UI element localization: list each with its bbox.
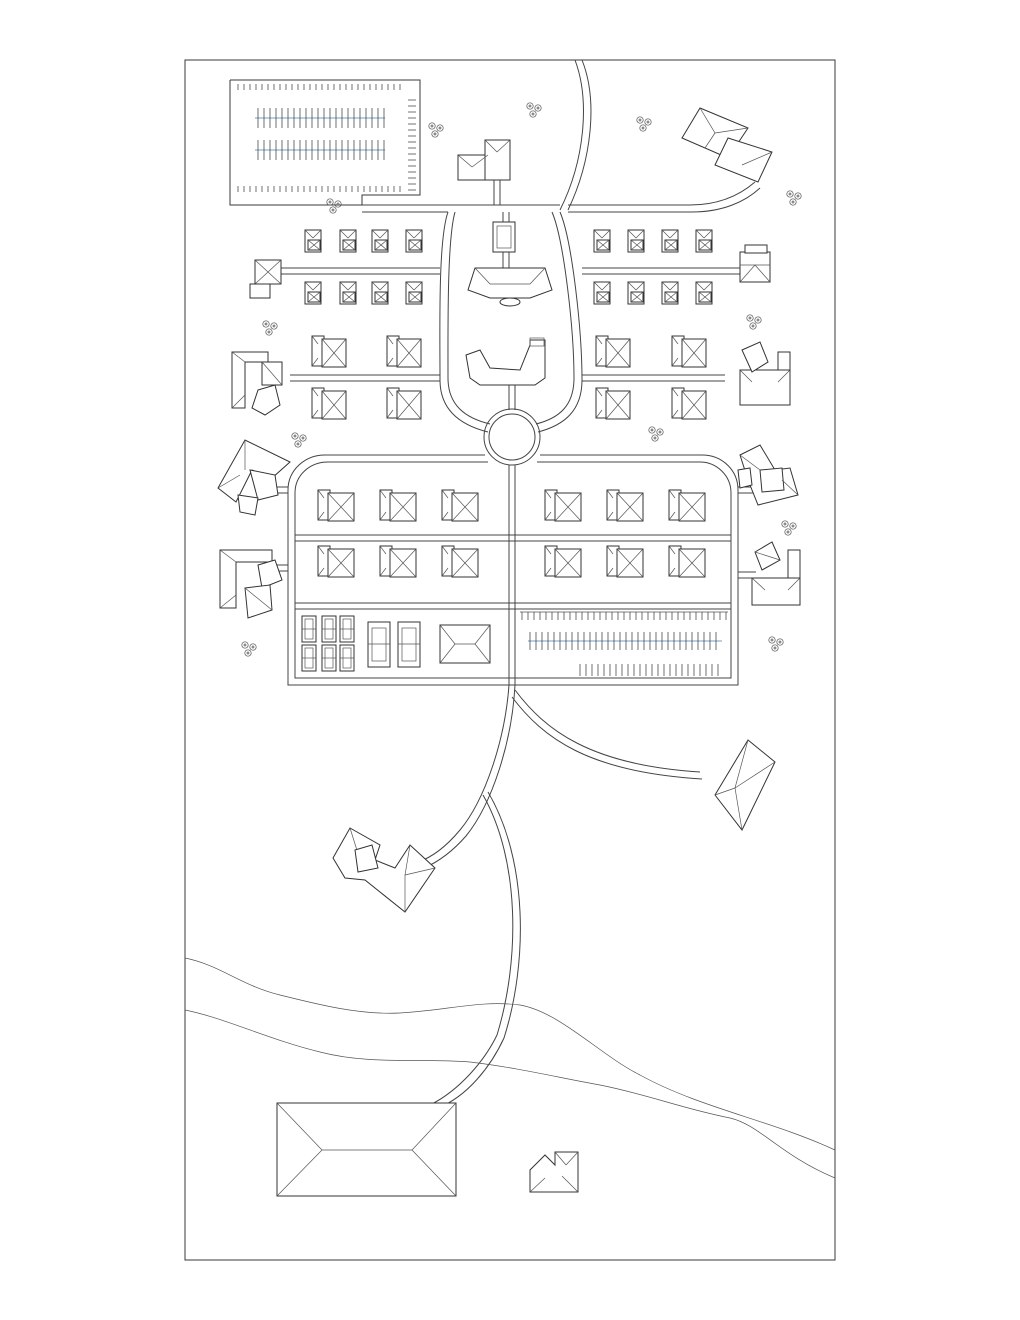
north-road bbox=[560, 60, 583, 210]
northeast-road bbox=[568, 182, 755, 205]
west-street-end-building bbox=[250, 260, 281, 298]
central-loop-road bbox=[440, 212, 488, 432]
south-road-east bbox=[515, 690, 700, 772]
south-small-building bbox=[530, 1152, 578, 1192]
southeast-building bbox=[715, 740, 775, 830]
east-courtyard-building-middle bbox=[738, 445, 798, 505]
west-courtyard-building-middle bbox=[218, 440, 290, 515]
east-courtyard-building-upper bbox=[740, 342, 790, 405]
central-buildings bbox=[466, 212, 552, 410]
south-large-building bbox=[277, 1103, 456, 1196]
roundabout bbox=[484, 409, 540, 465]
north-small-building bbox=[458, 140, 510, 205]
east-street-end-building bbox=[740, 245, 770, 282]
west-courtyard-building-lower bbox=[220, 550, 282, 618]
northeast-building bbox=[682, 108, 772, 182]
campus-parking-lot bbox=[520, 612, 728, 676]
tennis-courts bbox=[302, 616, 420, 671]
south-road-river bbox=[430, 795, 513, 1105]
campus-houses bbox=[318, 490, 705, 577]
east-courtyard-building-lower bbox=[752, 542, 800, 605]
south-road-west bbox=[418, 685, 509, 862]
west-courtyard-building-upper bbox=[232, 352, 282, 415]
southwest-building bbox=[333, 828, 435, 912]
campus-hall bbox=[440, 625, 490, 663]
north-parking-lot bbox=[230, 80, 420, 205]
